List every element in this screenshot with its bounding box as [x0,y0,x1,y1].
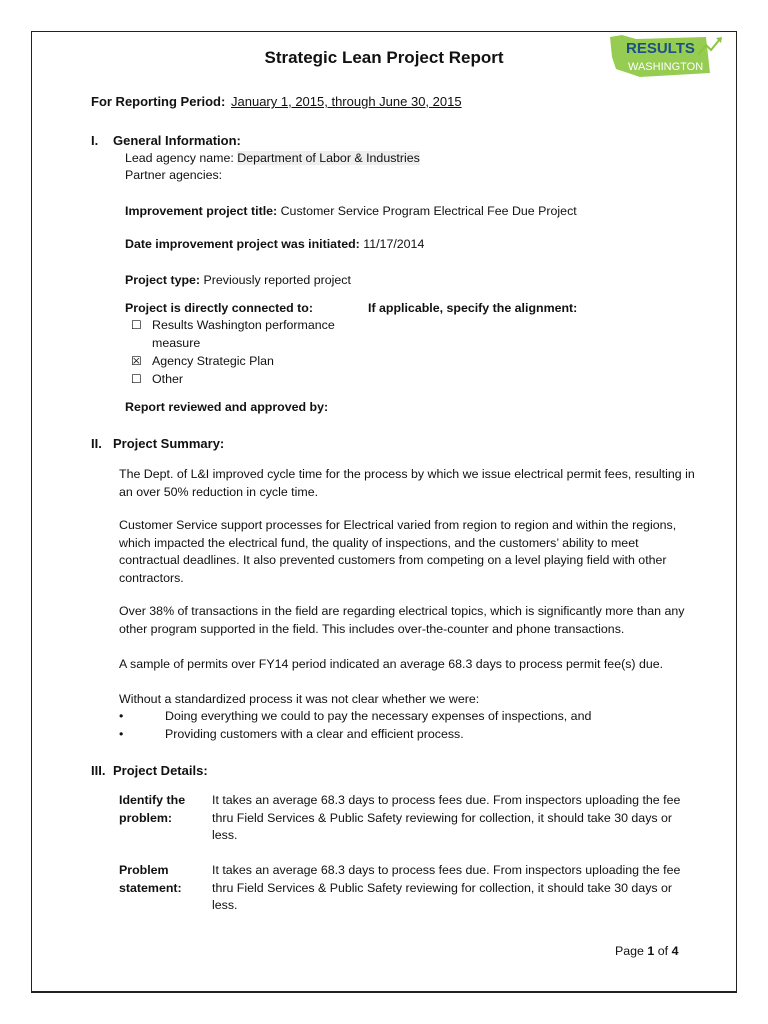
checked-box-icon[interactable]: ☒ [131,354,142,368]
logo-word-bottom: WASHINGTON [628,61,704,73]
page-number [615,944,678,958]
option-agency-strategic-plan-label: Agency Strategic Plan [152,354,274,368]
bullet-2-marker: • [119,727,124,741]
checkbox-results-washington[interactable] [131,318,142,332]
improvement-title-row [125,204,577,218]
lead-agency-value: Department of Labor & Industries [237,151,420,165]
page-total: 4 [671,944,679,958]
date-initiated-label: Date improvement project was initiated: [125,237,360,251]
logo-word-top: RESULTS [626,40,695,57]
checkbox-other[interactable] [131,372,142,386]
project-type-row [125,273,351,287]
checkbox-icon[interactable]: ☐ [131,372,142,386]
project-type-label: Project type: [125,273,201,287]
checkbox-agency-strategic-plan[interactable] [131,354,142,368]
section-2-number: II. [91,436,102,451]
project-type-value: Previously reported project [203,273,351,287]
date-initiated-value: 11/17/2014 [363,237,425,251]
bullet-1-text: Doing everything we could to pay the necessary expenses of inspections, and [165,709,592,723]
summary-paragraph-2: Customer Service support processes for Electrical varied from region to region and within the regions, which impacted the electrical fund, the quality of inspections, and the customers’ ability to meet contractual deadlines. It also prevented customers from competing on a level playing field with other contractors. [119,518,677,585]
improvement-title-label: Improvement project title: [125,204,278,218]
page-of: of [657,944,669,958]
section-1-number: I. [91,133,99,148]
connected-to-label: Project is directly connected to: [125,301,313,315]
checkbox-icon[interactable]: ☐ [131,318,142,332]
page-prefix: Page [615,944,644,958]
section-3-number: III. [91,763,106,778]
date-initiated-row [125,237,424,251]
page-current: 1 [647,944,655,958]
identify-problem-text: It takes an average 68.3 days to process fees due. From inspectors uploading the fee thru Field Services & Public Safety reviewing for collection, it should take 30 days or less. [212,793,681,843]
report-title: Strategic Lean Project Report [264,48,504,67]
reviewed-approved-label: Report reviewed and approved by: [125,400,329,414]
option-results-washington-label-2: measure [152,336,201,350]
summary-paragraph-5: Without a standardized process it was not clear whether we were: [119,692,480,706]
results-washington-logo [606,33,724,83]
bullet-2-text: Providing customers with a clear and efficient process. [165,727,464,741]
bullet-1-marker: • [119,709,124,723]
summary-paragraph-1: The Dept. of L&I improved cycle time for the process by which we issue electrical permit fees, resulting in an over 50% reduction in cycle time. [119,467,695,499]
section-1-title: General Information: [113,133,241,148]
problem-statement-label: Problem statement: [119,863,182,895]
reporting-period-label: For Reporting Period: [91,94,226,109]
lead-agency-row [125,151,420,165]
reporting-period-value: January 1, 2015, through June 30, 2015 [231,94,462,109]
summary-paragraph-3: Over 38% of transactions in the field are regarding electrical topics, which is significantly more than any other program supported in the field. This includes over-the-counter and phone transactions. [119,604,685,636]
lead-agency-label: Lead agency name: [125,151,234,165]
identify-problem-label: Identify the problem: [119,793,186,825]
section-3-title: Project Details: [113,763,208,778]
section-2-title: Project Summary: [113,436,225,451]
improvement-title-value: Customer Service Program Electrical Fee Due Project [280,204,577,218]
summary-paragraph-4: A sample of permits over FY14 period indicated an average 68.3 days to process permit fee(s) due. [119,657,664,671]
problem-statement-text: It takes an average 68.3 days to process fees due. From inspectors uploading the fee thru Field Services & Public Safety reviewing for collection, it should take 30 days or less. [212,863,681,913]
partner-agencies-label: Partner agencies: [125,168,223,182]
option-results-washington-label: Results Washington performance [152,318,335,332]
option-other-label: Other [152,372,183,386]
alignment-label: If applicable, specify the alignment: [368,301,578,315]
